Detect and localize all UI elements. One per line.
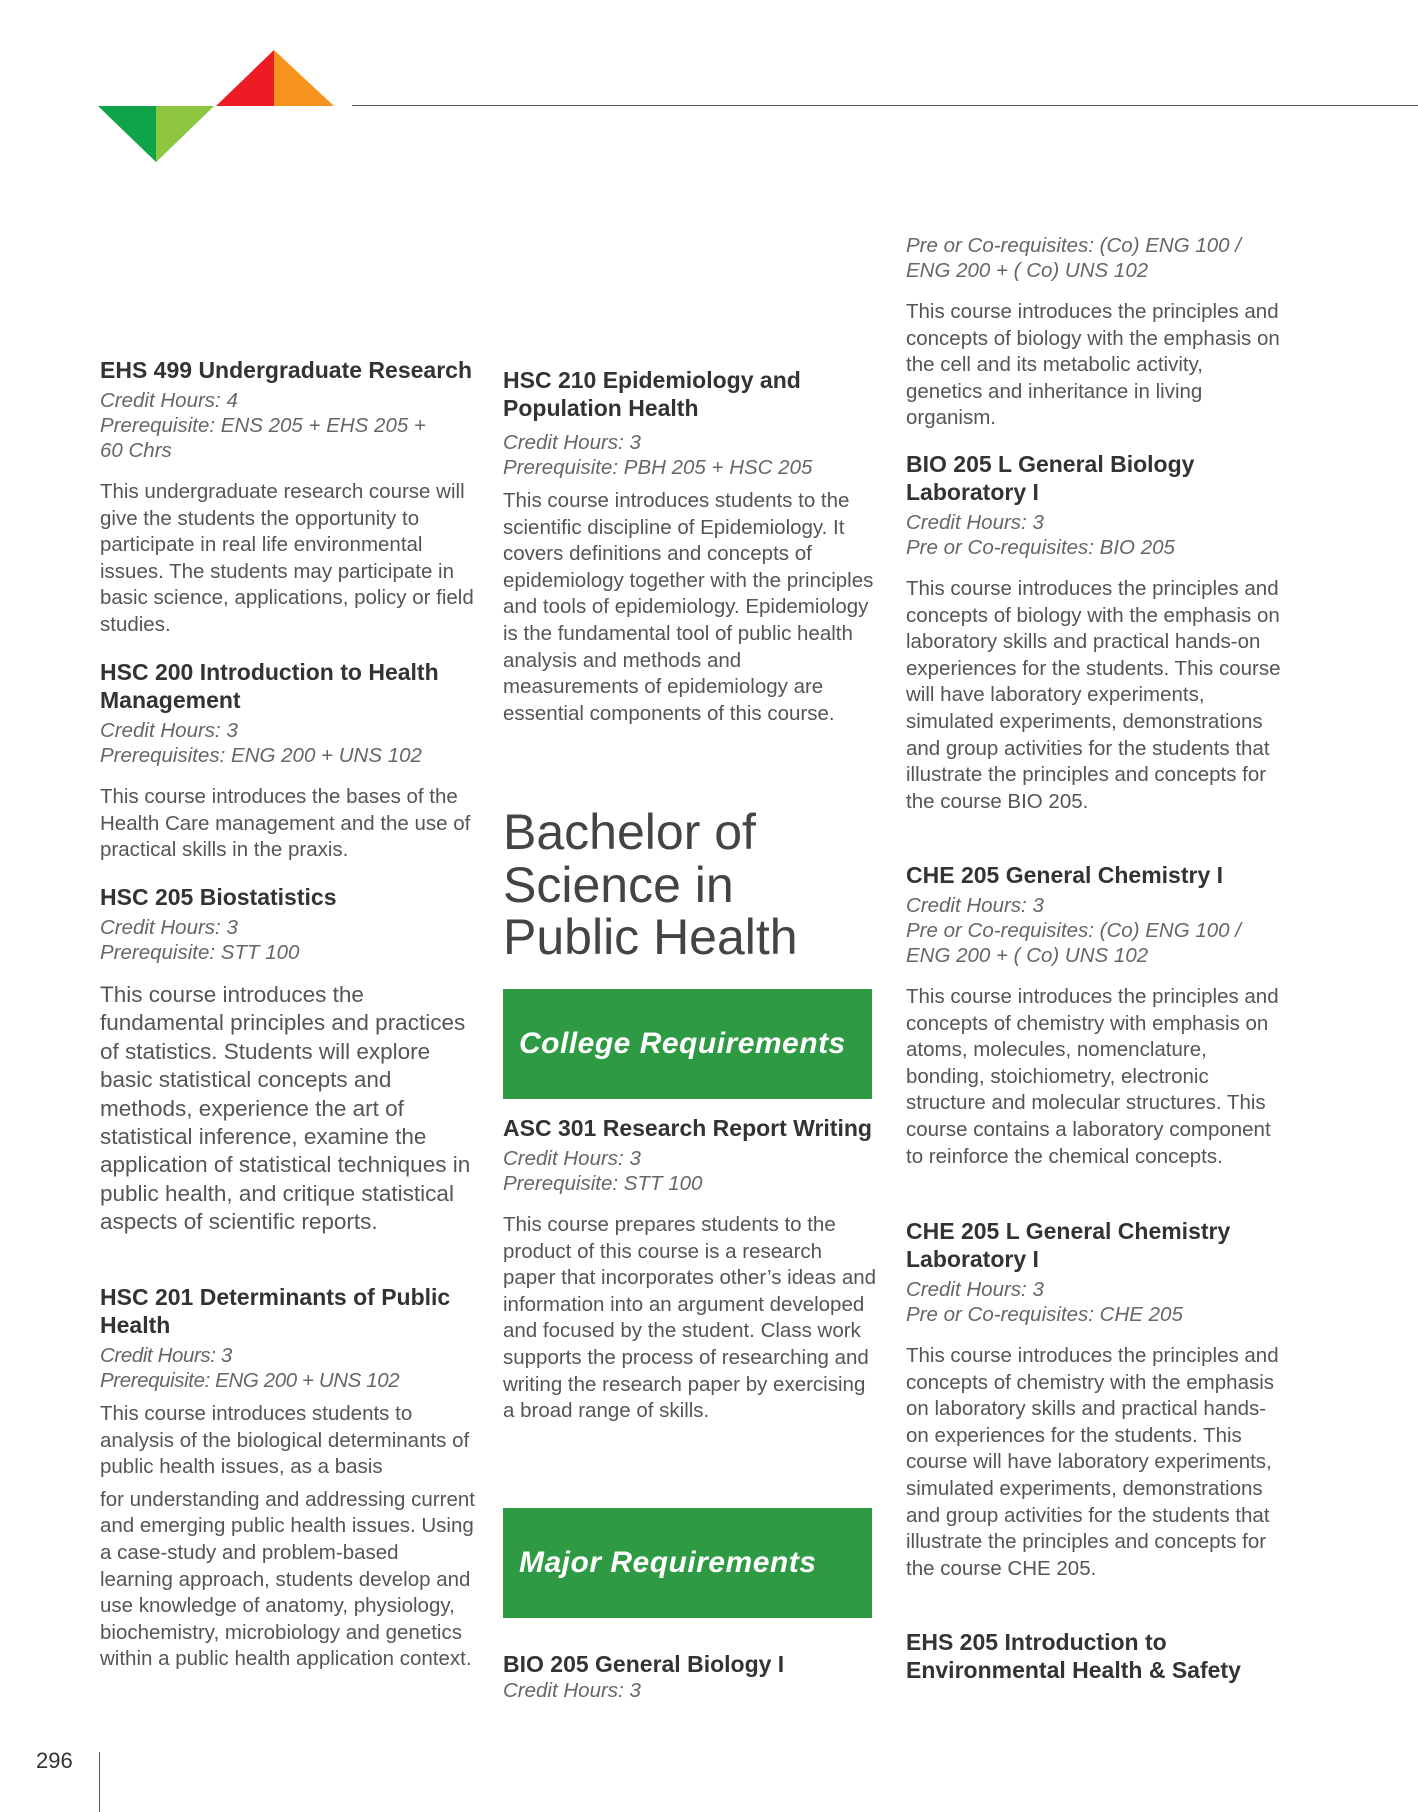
university-logo: [98, 50, 334, 162]
major-requirements-banner: [503, 1508, 872, 1618]
prerequisite-cont: 60 Chrs: [100, 439, 172, 462]
course-meta: [906, 510, 1281, 560]
prerequisite: Prerequisite: ENS 205 + EHS 205 +: [100, 414, 426, 437]
credit-hours: Credit Hours: 3: [503, 431, 641, 454]
course-meta: [503, 430, 878, 480]
logo-red-triangle: [216, 50, 274, 106]
course-title: BIO 205 L General Biology Laboratory I: [906, 451, 1195, 505]
course-meta: [100, 388, 475, 463]
course-meta: [906, 233, 1281, 283]
credit-hours: Credit Hours: 3: [503, 1147, 641, 1170]
course-meta: [906, 893, 1281, 968]
course-bio205l: [906, 450, 1281, 815]
corequisite: Pre or Co-requisites: (Co) ENG 100 /: [906, 234, 1241, 257]
course-description: This course introduces the principles and concepts of chemistry with the emphasis on laboratory skills and practical hands-on experiences for the students. This course will have laboratory experiments, simulated experiments, demonstrations and group activities for the students that illustrate the principles and concepts for the course CHE 205.: [906, 1344, 1279, 1580]
course-description-cont: for understanding and addressing current and emerging public health issues. Using a case-study and problem-based learning approach, students develop and use knowledge of anatomy, physiology, biochemistry, microbiology and genetics within a public health application context.: [100, 1487, 475, 1671]
course-ehs499: [100, 356, 475, 639]
course-title: CHE 205 L General Chemistry Laboratory I: [906, 1218, 1231, 1272]
course-meta: [100, 1343, 475, 1393]
course-hsc205: [100, 883, 475, 1237]
course-meta: [906, 1277, 1281, 1327]
course-title: HSC 201 Determinants of Public Health: [100, 1284, 451, 1338]
corequisite-cont: ENG 200 + ( Co) UNS 102: [906, 944, 1149, 967]
course-ehs205: [906, 1628, 1281, 1684]
course-hsc201: [100, 1283, 475, 1673]
course-title: ASC 301 Research Report Writing: [503, 1115, 872, 1141]
course-description: This course introduces the principles and concepts of biology with the emphasis on the cell and its metabolic activity, genetics and inheritance in living organism.: [906, 300, 1280, 430]
course-description: This course introduces the principles and concepts of biology with the emphasis on laboratory skills and practical hands-on experiences for the students. This course will have laboratory experiments, simulated experiments, demonstrations and group activities for the students that illustrate the principles and concepts for the course BIO 205.: [906, 577, 1281, 813]
course-description: This course introduces the fundamental principles and practices of statistics. Students will explore basic statistical concepts and methods, experience the art of statistical inference, examine the application of statistical techniques in public health, and critique statistical aspects of scientific reports.: [100, 982, 471, 1235]
course-title: EHS 499 Undergraduate Research: [100, 357, 472, 383]
course-meta: [503, 1146, 878, 1196]
course-description: This course introduces students to analysis of the biological determinants of public health issues, as a basis: [100, 1402, 470, 1479]
logo-orange-triangle: [274, 50, 334, 106]
course-hsc200: [100, 658, 475, 864]
course-description: This course prepares students to the product of this course is a research paper that incorporates other’s ideas and information into an argument developed and focused by the student. Class work supports the process of researching and writing the research paper by exercising a broad range of skills.: [503, 1213, 877, 1423]
credit-hours: Credit Hours: 3: [906, 894, 1044, 917]
course-title: BIO 205 General Biology I: [503, 1651, 785, 1677]
course-meta: [100, 718, 475, 768]
prerequisite: Prerequisite: STT 100: [100, 941, 300, 964]
corequisite: Pre or Co-requisites: (Co) ENG 100 /: [906, 919, 1241, 942]
prerequisite: Prerequisites: ENG 200 + UNS 102: [100, 744, 422, 767]
corequisite: Pre or Co-requisites: BIO 205: [906, 536, 1175, 559]
course-title: HSC 210 Epidemiology and Population Health: [503, 367, 801, 421]
banner-label: Major Requirements: [519, 1546, 817, 1579]
credit-hours: Credit Hours: 3: [100, 1344, 232, 1367]
prerequisite: Prerequisite: STT 100: [503, 1172, 703, 1195]
course-che205l: [906, 1217, 1281, 1582]
program-title: Bachelor of Science in Public Health: [503, 804, 798, 965]
footer-rule: [99, 1752, 100, 1812]
course-description: This course introduces students to the scientific discipline of Epidemiology. It covers definitions and concepts of epidemiology together with the principles and tools of epidemiology. Epidemiology is the fundamental tool of public health analysis and methods and measurements of epidemiology are essential components of this course.: [503, 489, 874, 725]
credit-hours: Credit Hours: 3: [503, 1679, 641, 1702]
course-asc301: [503, 1114, 878, 1425]
course-description: This course introduces the principles and concepts of chemistry with emphasis on atoms, molecules, nomenclature, bonding, stoichiometry, electronic structure and molecular structures. This course contains a laboratory component to reinforce the chemical concepts.: [906, 985, 1279, 1168]
course-title: HSC 205 Biostatistics: [100, 884, 337, 910]
course-bio205-continued: [906, 233, 1281, 432]
college-requirements-banner: [503, 989, 872, 1099]
course-description: This course introduces the bases of the Health Care management and the use of practical skills in the praxis.: [100, 785, 471, 862]
course-title: EHS 205 Introduction to Environmental Health & Safety: [906, 1629, 1241, 1683]
prerequisite: Prerequisite: PBH 205 + HSC 205: [503, 456, 813, 479]
course-bio205: [503, 1650, 878, 1703]
credit-hours: Credit Hours: 3: [100, 719, 238, 742]
course-meta: [503, 1678, 878, 1703]
corequisite-cont: ENG 200 + ( Co) UNS 102: [906, 259, 1149, 282]
prerequisite: Prerequisite: ENG 200 + UNS 102: [100, 1369, 400, 1392]
course-description: This undergraduate research course will give the students the opportunity to participate in real life environmental issues. The students may participate in basic science, applications, policy or field studies.: [100, 480, 474, 636]
credit-hours: Credit Hours: 3: [906, 511, 1044, 534]
credit-hours: Credit Hours: 3: [906, 1278, 1044, 1301]
page-number: 296: [36, 1748, 73, 1773]
header-rule: [352, 105, 1418, 106]
course-title: HSC 200 Introduction to Health Management: [100, 659, 439, 713]
banner-label: College Requirements: [519, 1027, 846, 1060]
credit-hours: Credit Hours: 4: [100, 389, 238, 412]
course-meta: [100, 915, 475, 965]
credit-hours: Credit Hours: 3: [100, 916, 238, 939]
course-title: CHE 205 General Chemistry I: [906, 862, 1224, 888]
course-che205: [906, 861, 1281, 1170]
course-hsc210: [503, 366, 878, 727]
corequisite: Pre or Co-requisites: CHE 205: [906, 1303, 1183, 1326]
